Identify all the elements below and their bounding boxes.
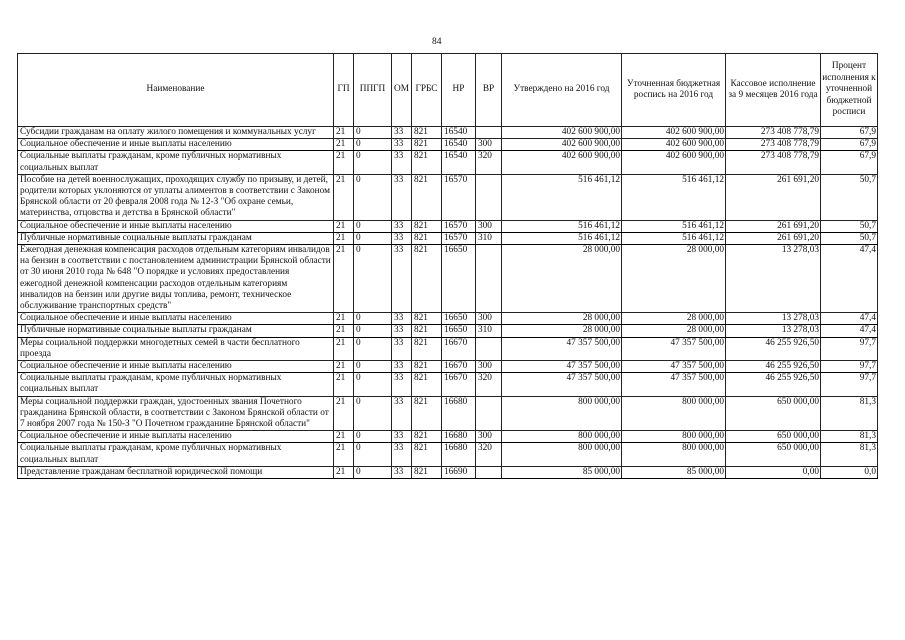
row-name: Социальное обеспечение и иные выплаты населению — [18, 361, 334, 373]
row-om: 33 — [392, 127, 412, 139]
row-nr: 16540 — [442, 139, 476, 151]
column-header-approved: Утверждено на 2016 год — [502, 54, 622, 127]
row-vr: 320 — [476, 151, 502, 174]
row-name: Ежегодная денежная компенсация расходов отдельным категориям инвалидов на бензин в соответствии с постановлением администрации Брянской области от 30 июня 2010 года № 648 "О порядке и условиях предоставления ежегодной денежной компенсации расходов отдельным категориям инвалидов на бензин или другие виды топлива, ремонт, техническое обслуживание транспортных средств" — [18, 245, 334, 313]
row-approved: 28 000,00 — [502, 245, 622, 313]
row-approved: 28 000,00 — [502, 313, 622, 325]
row-om: 33 — [392, 325, 412, 337]
row-gp: 21 — [334, 466, 354, 478]
row-refined: 800 000,00 — [622, 431, 726, 443]
row-approved: 516 461,12 — [502, 232, 622, 244]
row-gp: 21 — [334, 396, 354, 431]
table-row — [18, 127, 878, 139]
row-nr: 16570 — [442, 232, 476, 244]
row-refined: 85 000,00 — [622, 466, 726, 478]
row-ppgp: 0 — [354, 396, 392, 431]
row-om: 33 — [392, 431, 412, 443]
row-approved: 516 461,12 — [502, 220, 622, 232]
row-gp: 21 — [334, 127, 354, 139]
row-refined: 402 600 900,00 — [622, 139, 726, 151]
row-om: 33 — [392, 373, 412, 396]
row-ppgp: 0 — [354, 245, 392, 313]
row-nr: 16540 — [442, 151, 476, 174]
page-number: 84 — [432, 37, 442, 47]
row-ppgp: 0 — [354, 325, 392, 337]
row-om: 33 — [392, 313, 412, 325]
row-approved: 85 000,00 — [502, 466, 622, 478]
row-om: 33 — [392, 337, 412, 360]
row-name: Социальное обеспечение и иные выплаты населению — [18, 220, 334, 232]
row-ppgp: 0 — [354, 466, 392, 478]
row-grbs: 821 — [412, 127, 442, 139]
row-grbs: 821 — [412, 220, 442, 232]
row-approved: 47 357 500,00 — [502, 373, 622, 396]
row-cash: 261 691,20 — [726, 220, 821, 232]
row-ppgp: 0 — [354, 337, 392, 360]
row-percent: 50,7 — [821, 232, 878, 244]
row-cash: 0,00 — [726, 466, 821, 478]
row-name: Социальное обеспечение и иные выплаты населению — [18, 139, 334, 151]
row-percent: 81,3 — [821, 431, 878, 443]
row-cash: 46 255 926,50 — [726, 361, 821, 373]
row-om: 33 — [392, 443, 412, 466]
row-grbs: 821 — [412, 313, 442, 325]
row-vr — [476, 396, 502, 431]
row-om: 33 — [392, 174, 412, 220]
row-approved: 402 600 900,00 — [502, 127, 622, 139]
row-name: Публичные нормативные социальные выплаты гражданам — [18, 232, 334, 244]
row-nr: 16650 — [442, 245, 476, 313]
row-grbs: 821 — [412, 361, 442, 373]
row-name: Социальные выплаты гражданам, кроме публичных нормативных социальных выплат — [18, 151, 334, 174]
row-percent: 50,7 — [821, 174, 878, 220]
row-ppgp: 0 — [354, 151, 392, 174]
row-gp: 21 — [334, 232, 354, 244]
row-percent: 97,7 — [821, 373, 878, 396]
row-refined: 47 357 500,00 — [622, 373, 726, 396]
row-cash: 46 255 926,50 — [726, 373, 821, 396]
row-vr: 300 — [476, 431, 502, 443]
budget-table — [17, 53, 878, 479]
row-nr: 16680 — [442, 443, 476, 466]
row-vr: 300 — [476, 220, 502, 232]
row-cash: 46 255 926,50 — [726, 337, 821, 360]
row-grbs: 821 — [412, 245, 442, 313]
table-row — [18, 431, 878, 443]
row-percent: 81,3 — [821, 396, 878, 431]
row-vr — [476, 466, 502, 478]
row-grbs: 821 — [412, 443, 442, 466]
row-ppgp: 0 — [354, 431, 392, 443]
row-name: Субсидии гражданам на оплату жилого помещения и коммунальных услуг — [18, 127, 334, 139]
row-vr: 300 — [476, 313, 502, 325]
row-vr: 300 — [476, 361, 502, 373]
row-om: 33 — [392, 232, 412, 244]
column-header-ppgp: ППГП — [354, 54, 392, 127]
table-row — [18, 245, 878, 313]
row-ppgp: 0 — [354, 127, 392, 139]
row-nr: 16570 — [442, 174, 476, 220]
row-percent: 67,9 — [821, 151, 878, 174]
row-om: 33 — [392, 139, 412, 151]
row-grbs: 821 — [412, 232, 442, 244]
row-gp: 21 — [334, 151, 354, 174]
row-name: Меры социальной поддержки граждан, удостоенных звания Почетного гражданина Брянской области, в соответствии с Законом Брянской области от 7 ноября 2007 года № 150-З "О Почетном гражданине Брянской области" — [18, 396, 334, 431]
row-approved: 516 461,12 — [502, 174, 622, 220]
row-cash: 261 691,20 — [726, 174, 821, 220]
row-nr: 16670 — [442, 373, 476, 396]
row-percent: 97,7 — [821, 337, 878, 360]
row-ppgp: 0 — [354, 174, 392, 220]
table-row — [18, 443, 878, 466]
row-refined: 516 461,12 — [622, 232, 726, 244]
row-om: 33 — [392, 396, 412, 431]
row-grbs: 821 — [412, 337, 442, 360]
row-cash: 273 408 778,79 — [726, 151, 821, 174]
row-percent: 81,3 — [821, 443, 878, 466]
row-vr: 310 — [476, 232, 502, 244]
row-ppgp: 0 — [354, 443, 392, 466]
row-cash: 261 691,20 — [726, 232, 821, 244]
row-cash: 650 000,00 — [726, 431, 821, 443]
row-name: Публичные нормативные социальные выплаты гражданам — [18, 325, 334, 337]
row-ppgp: 0 — [354, 232, 392, 244]
row-nr: 16540 — [442, 127, 476, 139]
row-approved: 402 600 900,00 — [502, 139, 622, 151]
row-cash: 13 278,03 — [726, 325, 821, 337]
table-row — [18, 174, 878, 220]
row-vr: 310 — [476, 325, 502, 337]
row-gp: 21 — [334, 431, 354, 443]
row-percent: 47,4 — [821, 325, 878, 337]
row-approved: 47 357 500,00 — [502, 361, 622, 373]
row-grbs: 821 — [412, 325, 442, 337]
row-ppgp: 0 — [354, 313, 392, 325]
table-row — [18, 325, 878, 337]
column-header-gp: ГП — [334, 54, 354, 127]
row-gp: 21 — [334, 174, 354, 220]
row-percent: 67,9 — [821, 139, 878, 151]
table-header-row — [18, 54, 878, 127]
row-nr: 16650 — [442, 313, 476, 325]
row-nr: 16670 — [442, 361, 476, 373]
column-header-percent: Процент исполнения к уточненной бюджетной росписи — [821, 54, 878, 127]
row-refined: 402 600 900,00 — [622, 127, 726, 139]
row-vr — [476, 337, 502, 360]
row-gp: 21 — [334, 361, 354, 373]
row-refined: 28 000,00 — [622, 313, 726, 325]
row-cash: 650 000,00 — [726, 396, 821, 431]
row-name: Представление гражданам бесплатной юридической помощи — [18, 466, 334, 478]
row-ppgp: 0 — [354, 361, 392, 373]
row-ppgp: 0 — [354, 373, 392, 396]
row-nr: 16650 — [442, 325, 476, 337]
row-approved: 800 000,00 — [502, 431, 622, 443]
row-grbs: 821 — [412, 431, 442, 443]
row-gp: 21 — [334, 139, 354, 151]
row-gp: 21 — [334, 443, 354, 466]
row-grbs: 821 — [412, 139, 442, 151]
row-name: Социальные выплаты гражданам, кроме публичных нормативных социальных выплат — [18, 373, 334, 396]
row-gp: 21 — [334, 220, 354, 232]
row-approved: 28 000,00 — [502, 325, 622, 337]
row-percent: 47,4 — [821, 245, 878, 313]
row-gp: 21 — [334, 313, 354, 325]
row-percent: 67,9 — [821, 127, 878, 139]
row-cash: 13 278,03 — [726, 245, 821, 313]
row-nr: 16680 — [442, 431, 476, 443]
row-nr: 16570 — [442, 220, 476, 232]
row-name: Меры социальной поддержки многодетных семей в части бесплатного проезда — [18, 337, 334, 360]
row-refined: 28 000,00 — [622, 245, 726, 313]
row-refined: 800 000,00 — [622, 443, 726, 466]
row-grbs: 821 — [412, 396, 442, 431]
row-cash: 13 278,03 — [726, 313, 821, 325]
row-percent: 47,4 — [821, 313, 878, 325]
row-grbs: 821 — [412, 466, 442, 478]
row-refined: 800 000,00 — [622, 396, 726, 431]
row-om: 33 — [392, 220, 412, 232]
row-grbs: 821 — [412, 151, 442, 174]
row-ppgp: 0 — [354, 139, 392, 151]
row-ppgp: 0 — [354, 220, 392, 232]
row-vr — [476, 245, 502, 313]
row-om: 33 — [392, 466, 412, 478]
table-row — [18, 151, 878, 174]
row-refined: 516 461,12 — [622, 174, 726, 220]
row-name: Социальное обеспечение и иные выплаты населению — [18, 431, 334, 443]
row-vr — [476, 127, 502, 139]
row-vr: 300 — [476, 139, 502, 151]
column-header-om: ОМ — [392, 54, 412, 127]
column-header-nr: НР — [442, 54, 476, 127]
column-header-vr: ВР — [476, 54, 502, 127]
table-row — [18, 466, 878, 478]
row-nr: 16690 — [442, 466, 476, 478]
column-header-cash: Кассовое исполнение за 9 месяцев 2016 года — [726, 54, 821, 127]
row-nr: 16680 — [442, 396, 476, 431]
row-vr: 320 — [476, 373, 502, 396]
row-approved: 800 000,00 — [502, 443, 622, 466]
row-om: 33 — [392, 245, 412, 313]
row-refined: 402 600 900,00 — [622, 151, 726, 174]
row-percent: 0,0 — [821, 466, 878, 478]
table-row — [18, 139, 878, 151]
row-vr — [476, 174, 502, 220]
row-percent: 50,7 — [821, 220, 878, 232]
row-approved: 800 000,00 — [502, 396, 622, 431]
row-cash: 273 408 778,79 — [726, 127, 821, 139]
row-nr: 16670 — [442, 337, 476, 360]
row-name: Социальное обеспечение и иные выплаты населению — [18, 313, 334, 325]
table-row — [18, 232, 878, 244]
column-header-name: Наименование — [18, 54, 334, 127]
row-gp: 21 — [334, 325, 354, 337]
table-row — [18, 373, 878, 396]
table-row — [18, 337, 878, 360]
table-row — [18, 220, 878, 232]
row-grbs: 821 — [412, 174, 442, 220]
row-gp: 21 — [334, 337, 354, 360]
row-refined: 516 461,12 — [622, 220, 726, 232]
table-row — [18, 313, 878, 325]
column-header-refined: Уточненная бюджетная роспись на 2016 год — [622, 54, 726, 127]
row-om: 33 — [392, 151, 412, 174]
row-approved: 47 357 500,00 — [502, 337, 622, 360]
table-row — [18, 361, 878, 373]
row-percent: 97,7 — [821, 361, 878, 373]
row-refined: 28 000,00 — [622, 325, 726, 337]
row-grbs: 821 — [412, 373, 442, 396]
row-approved: 402 600 900,00 — [502, 151, 622, 174]
row-cash: 273 408 778,79 — [726, 139, 821, 151]
row-name: Социальные выплаты гражданам, кроме публичных нормативных социальных выплат — [18, 443, 334, 466]
row-gp: 21 — [334, 245, 354, 313]
row-gp: 21 — [334, 373, 354, 396]
row-cash: 650 000,00 — [726, 443, 821, 466]
row-om: 33 — [392, 361, 412, 373]
row-vr: 320 — [476, 443, 502, 466]
row-name: Пособие на детей военнослужащих, проходящих службу по призыву, и детей, родители которых уклоняются от уплаты алиментов в соответствии с Законом Брянской области от 20 февраля 2008 года № 12-З "Об охране семьи, материнства, отцовства и детства в Брянской области" — [18, 174, 334, 220]
row-refined: 47 357 500,00 — [622, 337, 726, 360]
table-row — [18, 396, 878, 431]
row-refined: 47 357 500,00 — [622, 361, 726, 373]
column-header-grbs: ГРБС — [412, 54, 442, 127]
